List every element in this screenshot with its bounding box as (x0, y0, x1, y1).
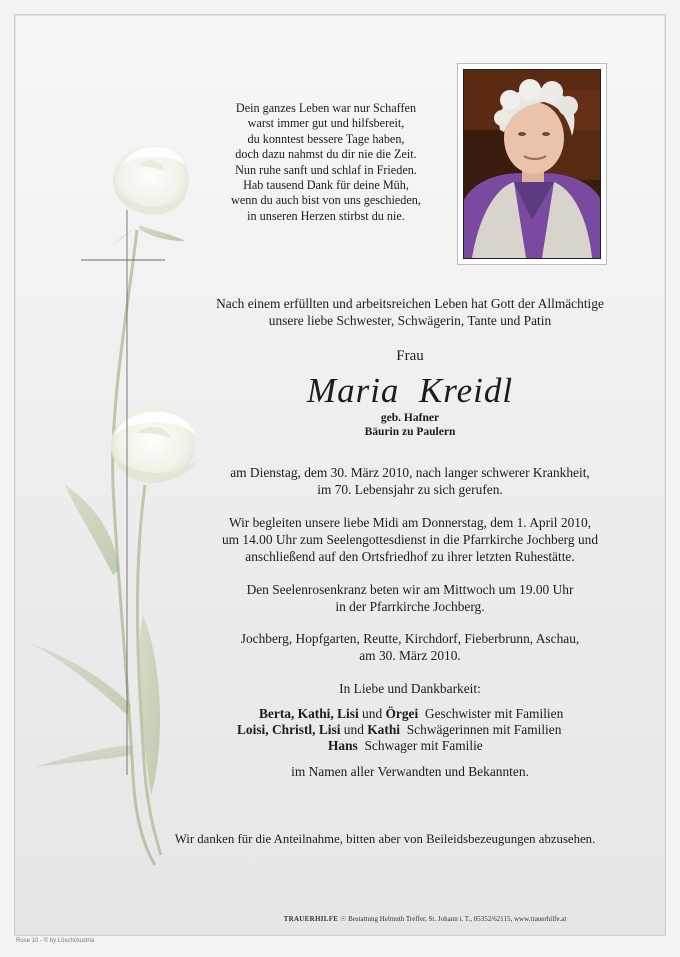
rosary-info (165, 581, 655, 615)
relation-role: Schwager mit Familie (364, 738, 483, 753)
poem-line: du konntest bessere Tage haben, (247, 131, 405, 146)
relatives-brother-in-law (328, 737, 666, 754)
rosary-line: in der Pfarrkirche Jochberg. (335, 599, 485, 614)
relative-names: Loisi, Christl, Lisi (237, 722, 341, 737)
date-line: am 30. März 2010. (359, 648, 461, 663)
death-notice (165, 464, 655, 498)
deceased-name (165, 371, 655, 411)
thanks-note: Wir danken für die Anteilnahme, bitten aber von Beileidsbezeugungen abzusehen. (174, 832, 596, 846)
relative-names: Hans (328, 738, 358, 753)
relative-names: Kathi (367, 722, 400, 737)
obituary-card (14, 14, 666, 936)
relation-role: Schwägerinnen mit Familien (406, 722, 562, 737)
places-date (165, 630, 655, 664)
portrait-photo (463, 69, 601, 259)
farm-title: Bäurin zu Paulern (364, 426, 456, 438)
funeral-home-contact: Bestattung Helmuth Treffer, St. Johann i. T., 05352/62115, www.trauerhilfe.at (348, 915, 567, 923)
all-relatives-line: im Namen aller Verwandten und Bekannten. (291, 764, 529, 779)
relatives-siblings (259, 705, 666, 722)
funeral-line: Wir begleiten unsere liebe Midi am Donnerstag, dem 1. April 2010, (228, 515, 592, 530)
maiden-name: geb. Hafner (380, 412, 440, 424)
poem-line: warst immer gut und hilfsbereit, (247, 116, 405, 131)
intro-line: unsere liebe Schwester, Schwägerin, Tante und Patin (268, 313, 552, 328)
funeral-info (165, 514, 655, 565)
poem-line: in unseren Herzen stirbst du nie. (247, 208, 405, 223)
poem-line: Dein ganzes Leben war nur Schaffen (235, 101, 417, 115)
conjunction: und (343, 722, 364, 737)
poem-line: Hab tausend Dank für deine Müh, (243, 178, 409, 193)
relation-role: Geschwister mit Familien (424, 706, 564, 721)
places-line: Jochberg, Hopfgarten, Reutte, Kirchdorf, Fieberbrunn, Aschau, (240, 631, 580, 646)
portrait-illustration (464, 70, 600, 258)
funeral-home-brand: TRAUERHILFE (283, 915, 339, 923)
funeral-home-footer (215, 915, 635, 924)
deceased-name-text: Maria Kreidl (306, 371, 514, 410)
conjunction: und (362, 706, 383, 721)
name-subtitle (165, 411, 655, 439)
closing-phrase: In Liebe und Dankbarkeit: (339, 681, 481, 696)
intro-text (165, 295, 655, 329)
poem-line: doch dazu nahmst du dir nie die Zeit. (235, 147, 417, 162)
death-line: im 70. Lebensjahr zu sich gerufen. (317, 482, 503, 497)
poem-line: Nun ruhe sanft und schlaf in Frieden. (235, 162, 417, 177)
honorific: Frau (396, 348, 424, 364)
portrait-frame (457, 63, 607, 265)
memorial-poem (191, 101, 461, 224)
snail-logo-icon: ☉ (340, 915, 347, 923)
relatives-sisters-in-law (237, 721, 666, 738)
intro-line: Nach einem erfüllten und arbeitsreichen Leben hat Gott der Allmächtige (216, 296, 604, 311)
rosary-line: Den Seelenrosenkranz beten wir am Mittwoch um 19.00 Uhr (246, 582, 574, 597)
relative-names: Örgei (385, 706, 419, 721)
design-credit: Rose 10 - © by Lösch/Austria (16, 938, 95, 944)
death-line: am Dienstag, dem 30. März 2010, nach langer schwerer Krankheit, (230, 465, 590, 480)
poem-line: wenn du auch bist von uns geschieden, (231, 193, 421, 208)
relative-names: Berta, Kathi, Lisi (259, 706, 359, 721)
funeral-line: um 14.00 Uhr zum Seelengottesdienst in die Pfarrkirche Jochberg und (221, 532, 599, 547)
funeral-line: anschließend auf den Ortsfriedhof zu ihrer letzten Ruhestätte. (245, 549, 575, 564)
